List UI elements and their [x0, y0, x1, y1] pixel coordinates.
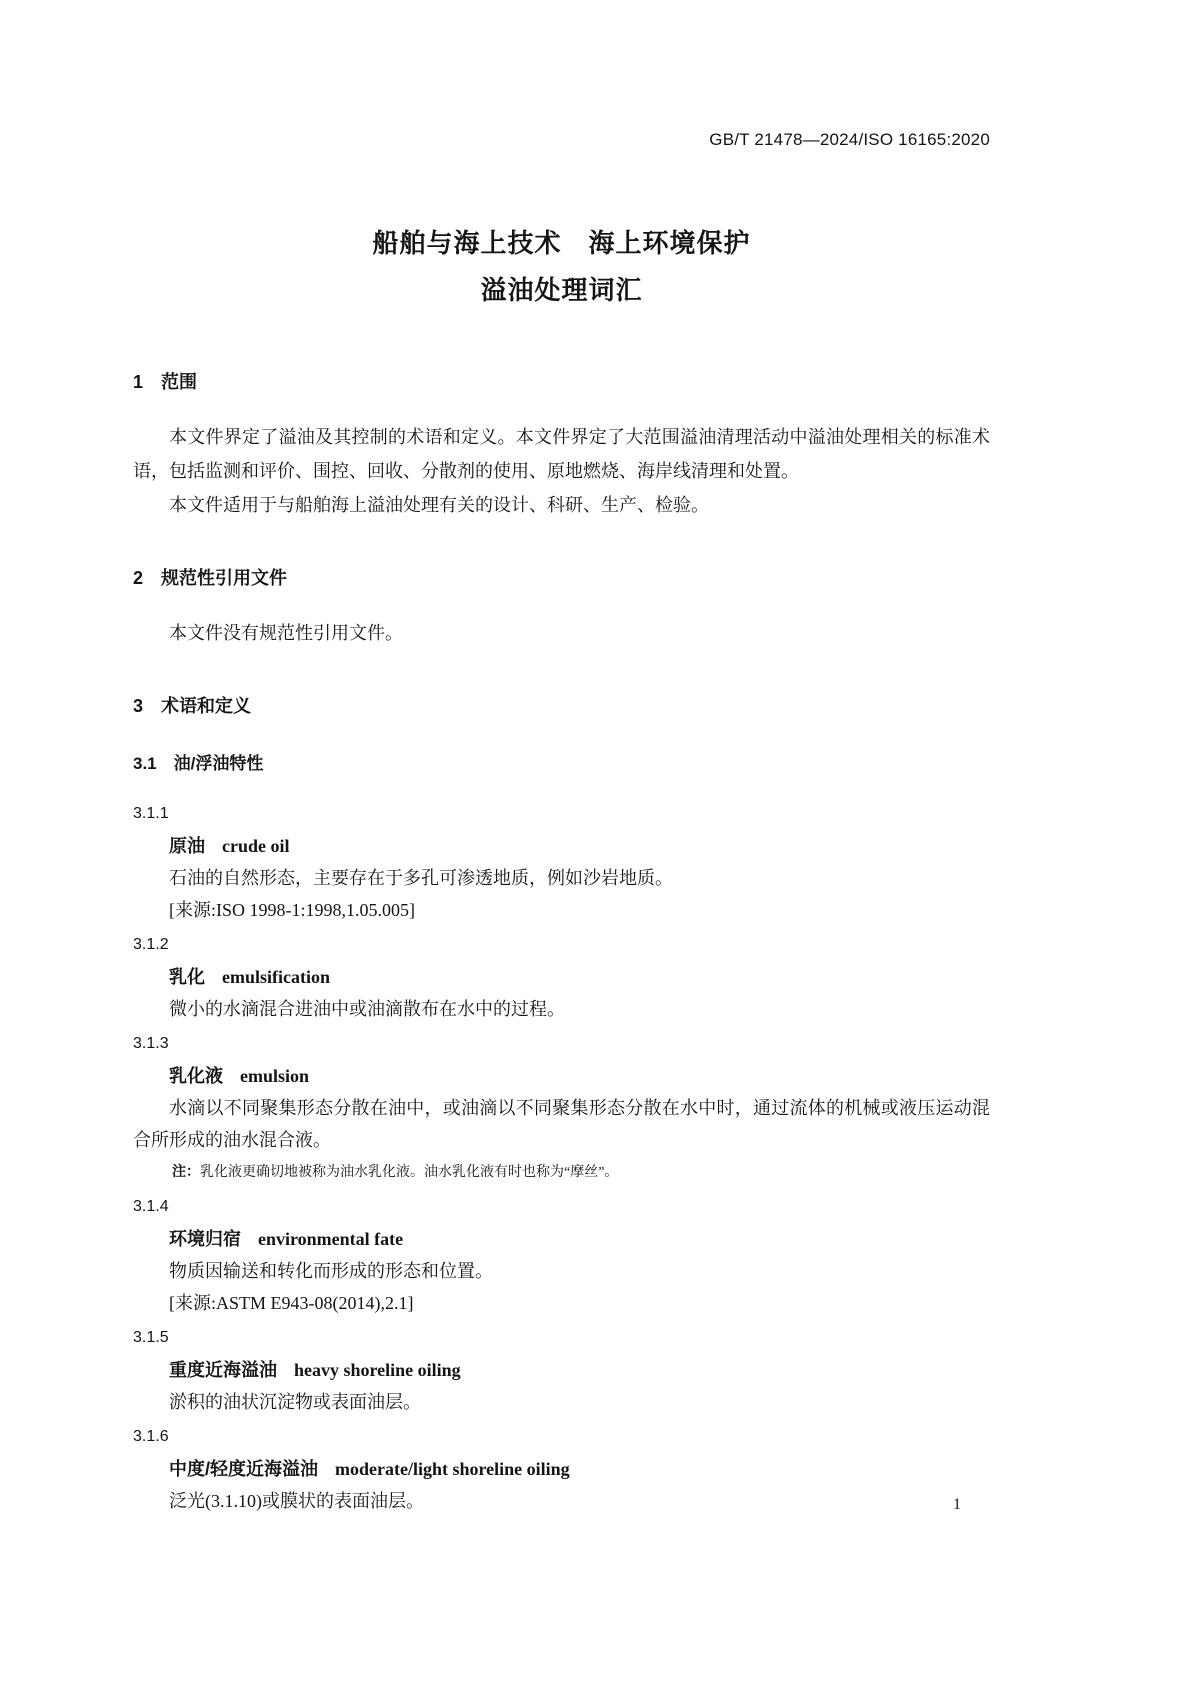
term-id: 3.1.2	[133, 936, 169, 953]
term-definition: 微小的水滴混合进油中或油滴散布在水中的过程。	[169, 999, 565, 1019]
term-entry-3-1-6	[133, 1421, 990, 1517]
standard-code: GB/T 21478—2024/ISO 16165:2020	[709, 130, 990, 149]
terms-list	[133, 798, 990, 1517]
term-chinese: 原油	[169, 836, 205, 856]
term-id: 3.1.3	[133, 1035, 169, 1052]
term-definition: 泛光(3.1.10)或膜状的表面油层。	[169, 1491, 424, 1511]
term-entry-3-1-4	[133, 1191, 990, 1319]
term-english: moderate/light shoreline oiling	[335, 1459, 570, 1479]
title-line-1: 船舶与海上技术 海上环境保护	[372, 228, 751, 258]
term-entry-3-1-1	[133, 798, 990, 926]
term-note	[133, 1156, 990, 1188]
term-chinese: 重度近海溢油	[169, 1360, 277, 1380]
term-id: 3.1.1	[133, 805, 169, 822]
term-chinese: 环境归宿	[169, 1229, 241, 1249]
term-name	[133, 830, 990, 862]
term-chinese: 乳化	[169, 967, 205, 987]
term-name	[133, 1223, 990, 1255]
term-definition: 水滴以不同聚集形态分散在油中，或油滴以不同聚集形态分散在水中时，通过流体的机械或液压运动混合所形成的油水混合液。	[133, 1098, 990, 1150]
term-entry-3-1-5	[133, 1322, 990, 1418]
term-entry-3-1-3	[133, 1028, 990, 1188]
section-2-paragraph-1: 本文件没有规范性引用文件。	[169, 623, 403, 643]
term-definition: 淤积的油状沉淀物或表面油层。	[169, 1392, 421, 1412]
term-english: emulsion	[240, 1066, 310, 1086]
term-definition: 石油的自然形态，主要存在于多孔可渗透地质，例如沙岩地质。	[169, 868, 673, 888]
term-id: 3.1.5	[133, 1329, 169, 1346]
term-english: heavy shoreline oiling	[294, 1360, 461, 1380]
document-title	[133, 220, 990, 314]
term-name	[133, 1453, 990, 1485]
term-entry-3-1-2	[133, 929, 990, 1025]
term-name	[133, 961, 990, 993]
note-text: 乳化液更确切地被称为油水乳化液。油水乳化液有时也称为“摩丝”。	[200, 1165, 619, 1180]
section-1-paragraph-1: 本文件界定了溢油及其控制的术语和定义。本文件界定了大范围溢油清理活动中溢油处理相关的标准术语，包括监测和评价、围控、回收、分散剂的使用、原地燃烧、海岸线清理和处置。	[133, 427, 990, 481]
term-name	[133, 1354, 990, 1386]
term-source: [来源:ISO 1998-1:1998,1.05.005]	[169, 900, 415, 920]
term-name	[133, 1060, 990, 1092]
term-chinese: 乳化液	[169, 1066, 223, 1086]
term-source: [来源:ASTM E943-08(2014),2.1]	[169, 1293, 414, 1313]
term-definition: 物质因输送和转化而形成的形态和位置。	[169, 1261, 493, 1281]
term-english: environmental fate	[258, 1229, 404, 1249]
section-1-paragraph-2: 本文件适用于与船舶海上溢油处理有关的设计、科研、生产、检验。	[169, 495, 709, 515]
term-id: 3.1.4	[133, 1198, 169, 1215]
term-chinese: 中度/轻度近海溢油	[169, 1459, 319, 1479]
section-1-heading: 1 范围	[133, 372, 198, 392]
term-english: emulsification	[222, 967, 330, 987]
page-number: 1	[953, 1496, 961, 1513]
title-line-2: 溢油处理词汇	[480, 275, 643, 305]
section-3-1-subheading: 3.1 油/浮油特性	[133, 754, 264, 773]
note-label: 注：	[172, 1163, 200, 1179]
section-2-heading: 2 规范性引用文件	[133, 568, 288, 588]
term-english: crude oil	[222, 836, 290, 856]
term-id: 3.1.6	[133, 1428, 169, 1445]
section-3-heading: 3 术语和定义	[133, 696, 252, 716]
